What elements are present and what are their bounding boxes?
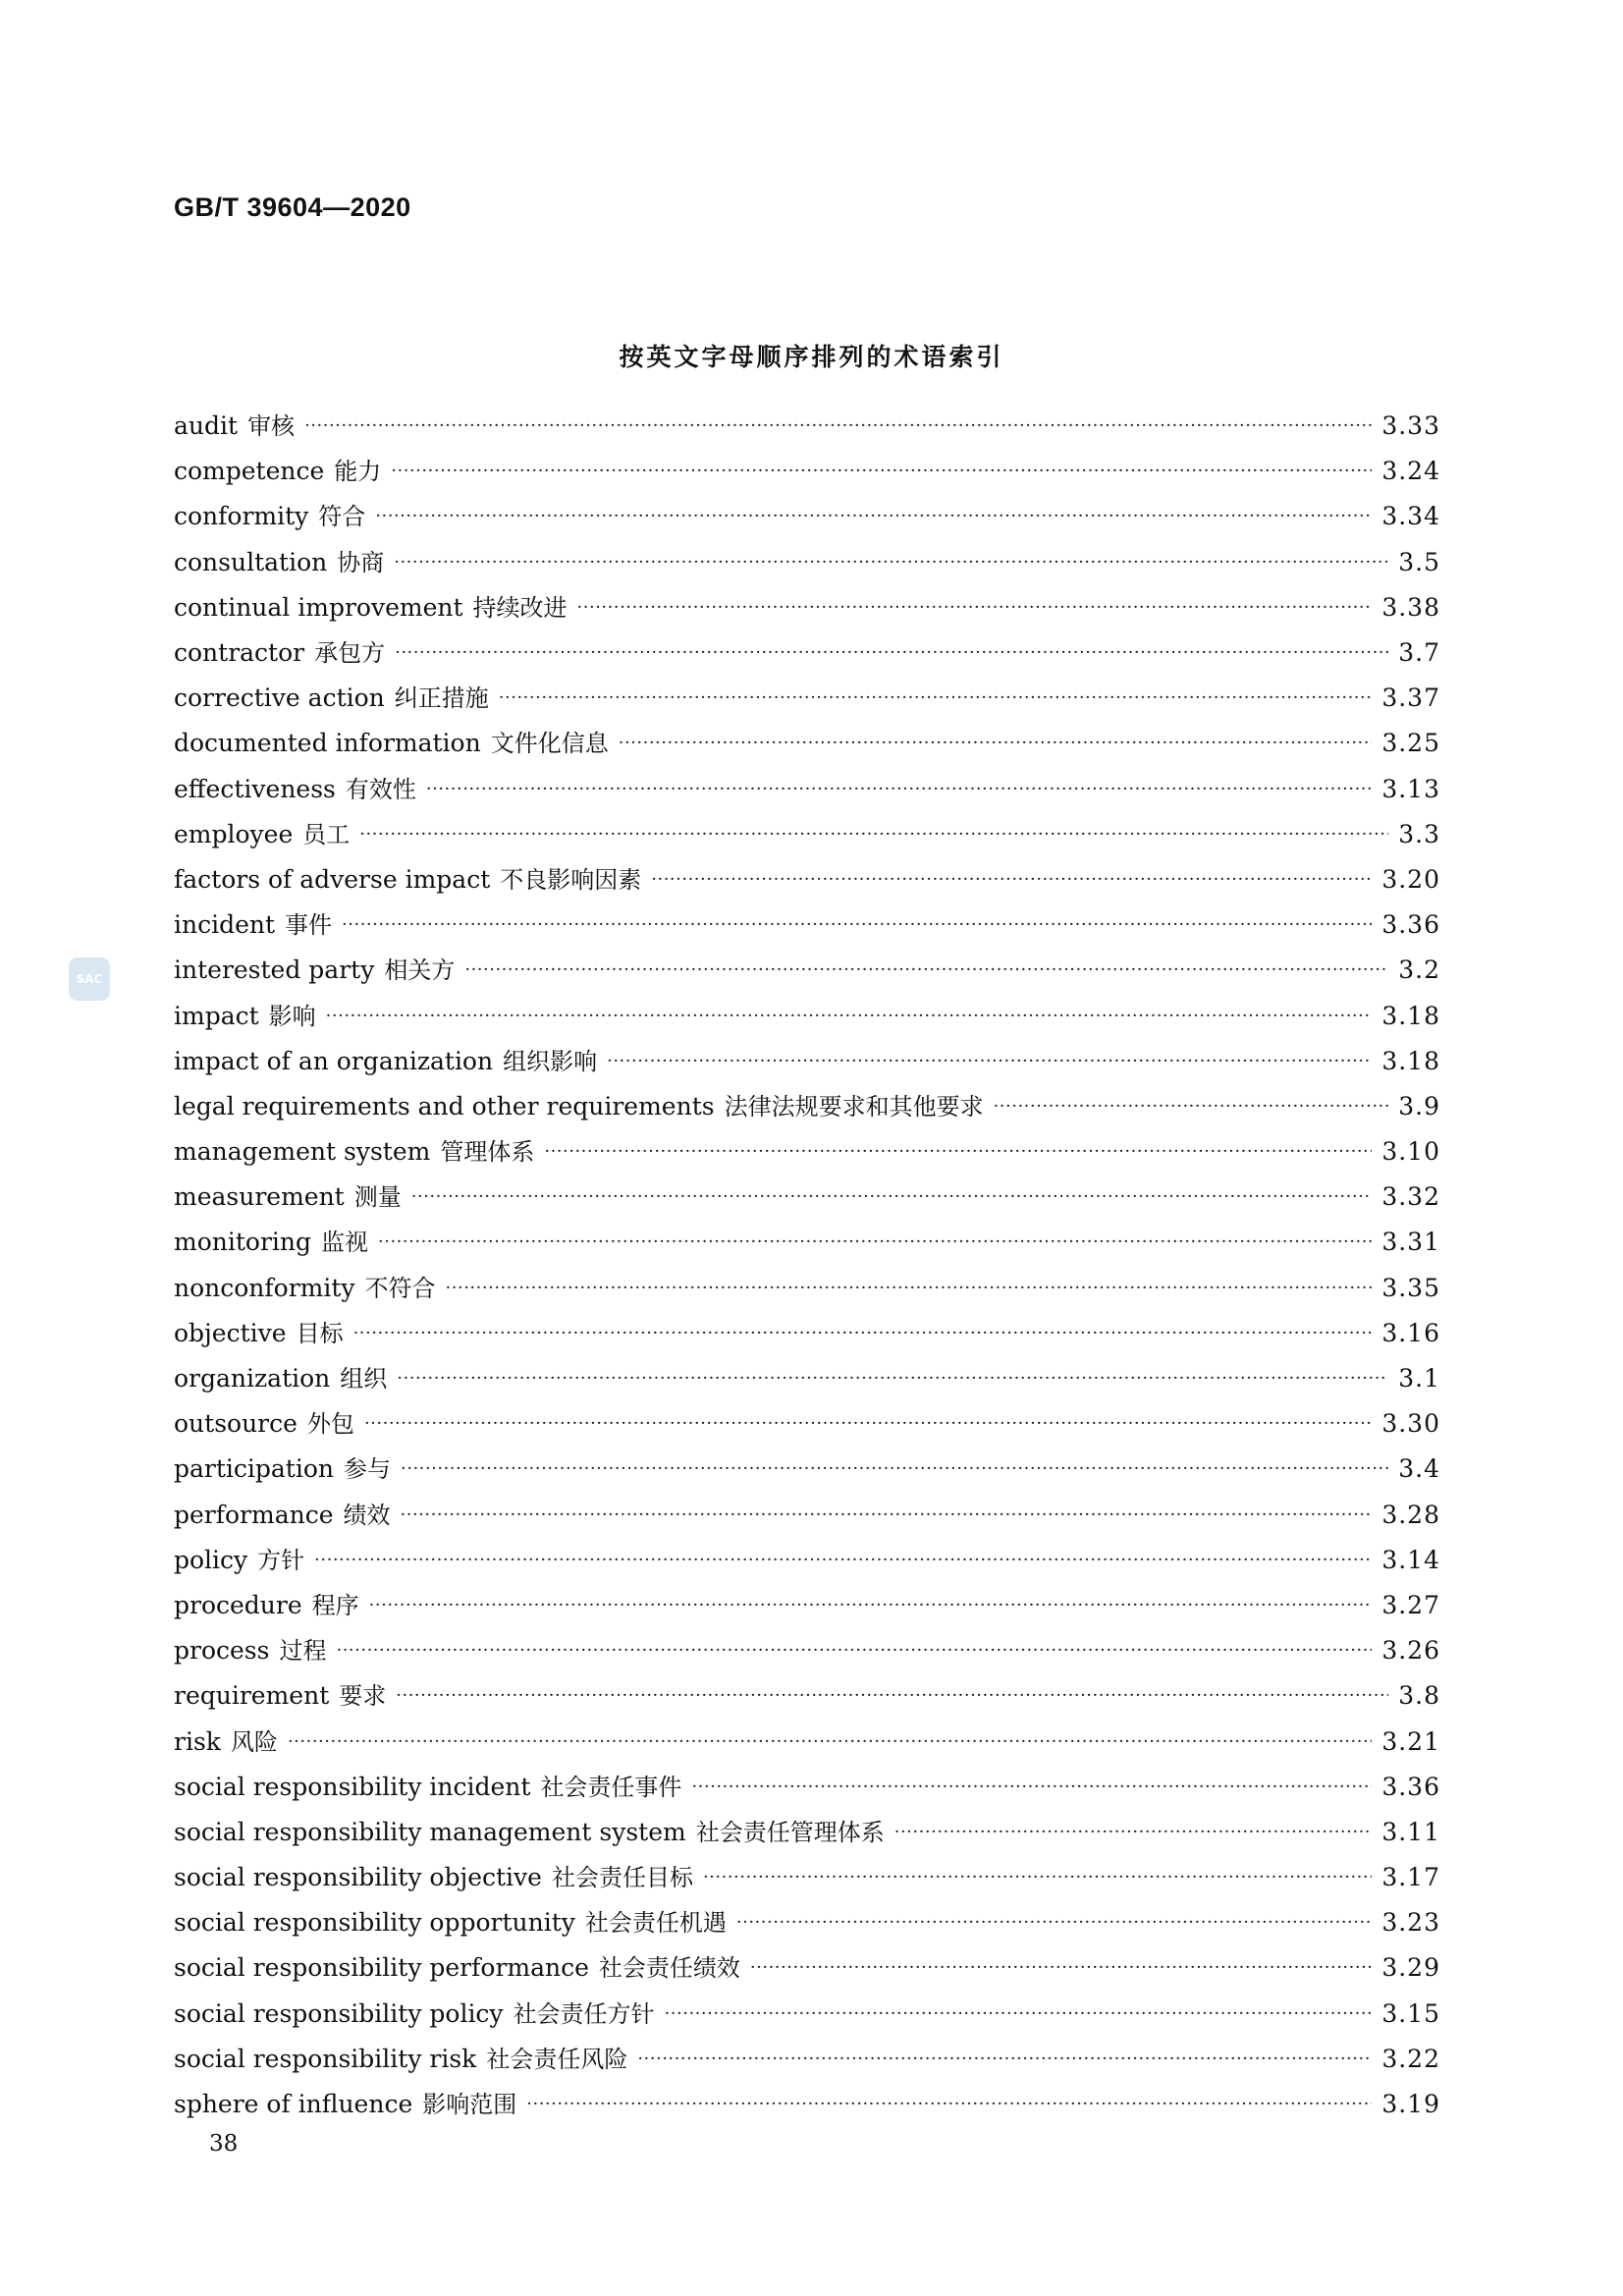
clause-reference: 3.23 (1381, 1908, 1440, 1938)
clause-reference: 3.9 (1398, 1091, 1440, 1121)
term-chinese: 纠正措施 (394, 684, 489, 713)
dot-leader (369, 1596, 1373, 1615)
clause-reference: 3.18 (1381, 1001, 1440, 1030)
index-entry (174, 812, 1440, 857)
dot-leader (396, 1686, 1388, 1706)
term-chinese: 社会责任机遇 (584, 1909, 727, 1938)
index-entry (174, 1945, 1440, 1991)
term-english: process (174, 1636, 270, 1666)
clause-reference: 3.27 (1381, 1590, 1440, 1619)
clause-reference: 3.14 (1381, 1545, 1440, 1574)
term-chinese: 协商 (337, 548, 385, 576)
index-entry (174, 1401, 1440, 1447)
term-chinese: 社会责任目标 (551, 1864, 693, 1892)
index-entry (174, 1673, 1440, 1719)
term-english: impact (174, 1001, 259, 1030)
dot-leader (577, 598, 1373, 618)
clause-reference: 3.5 (1398, 547, 1440, 576)
clause-reference: 3.33 (1381, 411, 1440, 441)
term-chinese: 文件化信息 (490, 730, 609, 758)
term-english: contractor (174, 638, 305, 668)
dot-leader (391, 462, 1372, 481)
dot-leader (314, 1551, 1372, 1570)
clause-reference: 3.35 (1381, 1273, 1440, 1302)
term-chinese: 不良影响因素 (500, 865, 642, 894)
term-chinese: 社会责任绩效 (598, 1954, 740, 1983)
index-entry (174, 1084, 1440, 1129)
term-english: impact of an organization (174, 1046, 494, 1075)
clause-reference: 3.22 (1381, 2044, 1440, 2073)
term-chinese: 监视 (321, 1229, 369, 1257)
term-chinese: 员工 (302, 820, 351, 848)
term-english: interested party (174, 956, 375, 985)
dot-leader (395, 643, 1388, 663)
index-entry (174, 540, 1440, 585)
term-english: incident (174, 910, 276, 940)
index-entry (174, 1129, 1440, 1175)
term-english: effectiveness (174, 774, 336, 803)
term-english: requirement (174, 1681, 330, 1711)
dot-leader (401, 1505, 1373, 1525)
term-english: employee (174, 819, 294, 848)
sac-watermark-logo: SAC (69, 957, 110, 1001)
index-entry (174, 1628, 1440, 1673)
clause-reference: 3.8 (1398, 1681, 1440, 1711)
term-chinese: 法律法规要求和其他要求 (724, 1092, 984, 1121)
term-english: social responsibility opportunity (174, 1908, 575, 1938)
clause-reference: 3.30 (1381, 1409, 1440, 1439)
term-english: objective (174, 1318, 287, 1347)
index-entry (174, 1493, 1440, 1538)
index-entry (174, 857, 1440, 902)
dot-leader (736, 1913, 1372, 1933)
dot-leader (401, 1459, 1388, 1479)
dot-leader (397, 1369, 1388, 1389)
term-english: measurement (174, 1182, 345, 1212)
clause-reference: 3.29 (1381, 1953, 1440, 1983)
term-chinese: 能力 (334, 458, 382, 486)
index-entry (174, 585, 1440, 630)
index-entry (174, 993, 1440, 1038)
clause-reference: 3.7 (1398, 638, 1440, 668)
dot-leader (994, 1097, 1389, 1117)
clause-reference: 3.2 (1398, 956, 1440, 985)
clause-reference: 3.38 (1381, 592, 1440, 622)
term-english: risk (174, 1726, 221, 1756)
index-entry (174, 1855, 1440, 1900)
index-entry (174, 1810, 1440, 1855)
index-entry (174, 1900, 1440, 1945)
index-entry (174, 1311, 1440, 1356)
index-entry (174, 1356, 1440, 1401)
term-chinese: 风险 (230, 1727, 278, 1756)
clause-reference: 3.13 (1381, 774, 1440, 803)
clause-reference: 3.24 (1381, 457, 1440, 486)
index-entry (174, 1992, 1440, 2037)
clause-reference: 3.34 (1381, 502, 1440, 531)
term-chinese: 事件 (285, 911, 333, 940)
clause-reference: 3.17 (1381, 1863, 1440, 1892)
dot-leader (394, 553, 1388, 573)
clause-reference: 3.1 (1398, 1364, 1440, 1394)
term-chinese: 参与 (344, 1455, 392, 1484)
term-english: documented information (174, 729, 481, 758)
term-chinese: 有效性 (345, 775, 416, 803)
term-english: nonconformity (174, 1273, 355, 1302)
index-entry (174, 449, 1440, 494)
term-index-list (174, 404, 1440, 2127)
dot-leader (378, 1232, 1372, 1252)
clause-reference: 3.16 (1381, 1318, 1440, 1347)
index-entry (174, 1719, 1440, 1764)
dot-leader (288, 1732, 1372, 1752)
index-entry (174, 676, 1440, 721)
clause-reference: 3.36 (1381, 1772, 1440, 1801)
term-english: participation (174, 1454, 335, 1484)
dot-leader (375, 507, 1372, 526)
term-chinese: 测量 (353, 1183, 402, 1212)
clause-reference: 3.20 (1381, 864, 1440, 894)
dot-leader (364, 1414, 1372, 1434)
term-chinese: 组织 (340, 1365, 388, 1394)
clause-reference: 3.10 (1381, 1137, 1440, 1167)
index-entry (174, 1765, 1440, 1810)
index-entry (174, 494, 1440, 539)
index-entry (174, 1220, 1440, 1265)
term-english: performance (174, 1500, 334, 1529)
term-english: factors of adverse impact (174, 864, 491, 894)
term-chinese: 社会责任风险 (486, 2045, 628, 2073)
dot-leader (691, 1777, 1372, 1797)
term-english: social responsibility objective (174, 1863, 542, 1892)
term-english: audit (174, 411, 239, 441)
clause-reference: 3.31 (1381, 1228, 1440, 1257)
clause-reference: 3.18 (1381, 1046, 1440, 1075)
term-english: social responsibility policy (174, 1998, 504, 2028)
clause-reference: 3.3 (1398, 819, 1440, 848)
clause-reference: 3.37 (1381, 683, 1440, 713)
index-entry (174, 404, 1440, 449)
dot-leader (544, 1142, 1372, 1162)
dot-leader (411, 1187, 1373, 1207)
term-english: consultation (174, 547, 328, 576)
dot-leader (464, 960, 1388, 980)
page-number: 38 (209, 2131, 239, 2157)
term-chinese: 方针 (257, 1546, 305, 1574)
term-chinese: 影响范围 (422, 2091, 517, 2119)
index-entry (174, 2082, 1440, 2127)
term-chinese: 社会责任事件 (540, 1773, 682, 1801)
dot-leader (353, 1324, 1373, 1343)
index-entry (174, 721, 1440, 766)
term-chinese: 程序 (311, 1591, 359, 1619)
clause-reference: 3.4 (1398, 1454, 1440, 1484)
index-entry (174, 902, 1440, 948)
index-entry (174, 1447, 1440, 1492)
term-chinese: 组织影响 (503, 1047, 598, 1075)
term-english: corrective action (174, 683, 385, 713)
term-chinese: 符合 (318, 503, 366, 531)
index-entry (174, 1039, 1440, 1084)
term-english: continual improvement (174, 592, 463, 622)
clause-reference: 3.36 (1381, 910, 1440, 940)
clause-reference: 3.15 (1381, 1998, 1440, 2028)
index-entry (174, 948, 1440, 993)
term-english: competence (174, 457, 325, 486)
dot-leader (637, 2050, 1372, 2069)
dot-leader (894, 1823, 1373, 1842)
dot-leader (342, 915, 1372, 935)
term-english: legal requirements and other requirements (174, 1091, 715, 1121)
dot-leader (619, 734, 1373, 753)
dot-leader (304, 416, 1372, 436)
index-entry (174, 767, 1440, 812)
dot-leader (336, 1641, 1372, 1661)
term-english: social responsibility management system (174, 1817, 686, 1846)
clause-reference: 3.21 (1381, 1726, 1440, 1756)
term-english: social responsibility risk (174, 2044, 477, 2073)
clause-reference: 3.19 (1381, 2090, 1440, 2119)
term-english: outsource (174, 1409, 298, 1439)
term-chinese: 管理体系 (440, 1138, 535, 1167)
dot-leader (607, 1052, 1372, 1071)
term-english: policy (174, 1545, 248, 1574)
dot-leader (665, 2004, 1373, 2024)
dot-leader (326, 1007, 1373, 1026)
dot-leader (499, 688, 1373, 708)
term-chinese: 持续改进 (472, 593, 568, 622)
term-chinese: 绩效 (343, 1501, 391, 1529)
term-chinese: 承包方 (314, 639, 386, 668)
index-entry (174, 2037, 1440, 2082)
clause-reference: 3.32 (1381, 1182, 1440, 1212)
index-entry (174, 1538, 1440, 1583)
term-chinese: 外包 (306, 1410, 354, 1439)
dot-leader (750, 1958, 1372, 1978)
term-english: social responsibility performance (174, 1953, 589, 1983)
term-chinese: 目标 (296, 1319, 344, 1347)
clause-reference: 3.11 (1381, 1817, 1440, 1846)
dot-leader (651, 870, 1372, 890)
term-english: organization (174, 1364, 331, 1394)
dot-leader (426, 780, 1372, 799)
index-entry (174, 1266, 1440, 1311)
term-chinese: 影响 (268, 1002, 316, 1030)
clause-reference: 3.26 (1381, 1636, 1440, 1666)
term-chinese: 要求 (339, 1682, 387, 1711)
term-chinese: 不符合 (364, 1274, 436, 1302)
standard-code: GB/T 39604—2020 (174, 192, 411, 222)
index-entry (174, 630, 1440, 676)
term-english: conformity (174, 502, 309, 531)
term-english: social responsibility incident (174, 1772, 531, 1801)
index-entry (174, 1583, 1440, 1628)
index-title: 按英文字母顺序排列的术语索引 (619, 343, 1004, 371)
clause-reference: 3.28 (1381, 1500, 1440, 1529)
term-chinese: 过程 (279, 1637, 327, 1666)
term-chinese: 社会责任管理体系 (695, 1818, 885, 1846)
term-english: monitoring (174, 1228, 312, 1257)
index-entry (174, 1175, 1440, 1220)
dot-leader (703, 1868, 1372, 1887)
term-english: management system (174, 1137, 431, 1167)
dot-leader (359, 825, 1388, 845)
dot-leader (526, 2095, 1372, 2114)
term-english: procedure (174, 1590, 302, 1619)
dot-leader (446, 1279, 1373, 1298)
term-chinese: 相关方 (384, 957, 456, 985)
term-chinese: 审核 (247, 412, 296, 441)
term-english: sphere of influence (174, 2090, 413, 2119)
clause-reference: 3.25 (1381, 729, 1440, 758)
term-chinese: 社会责任方针 (513, 1999, 655, 2028)
